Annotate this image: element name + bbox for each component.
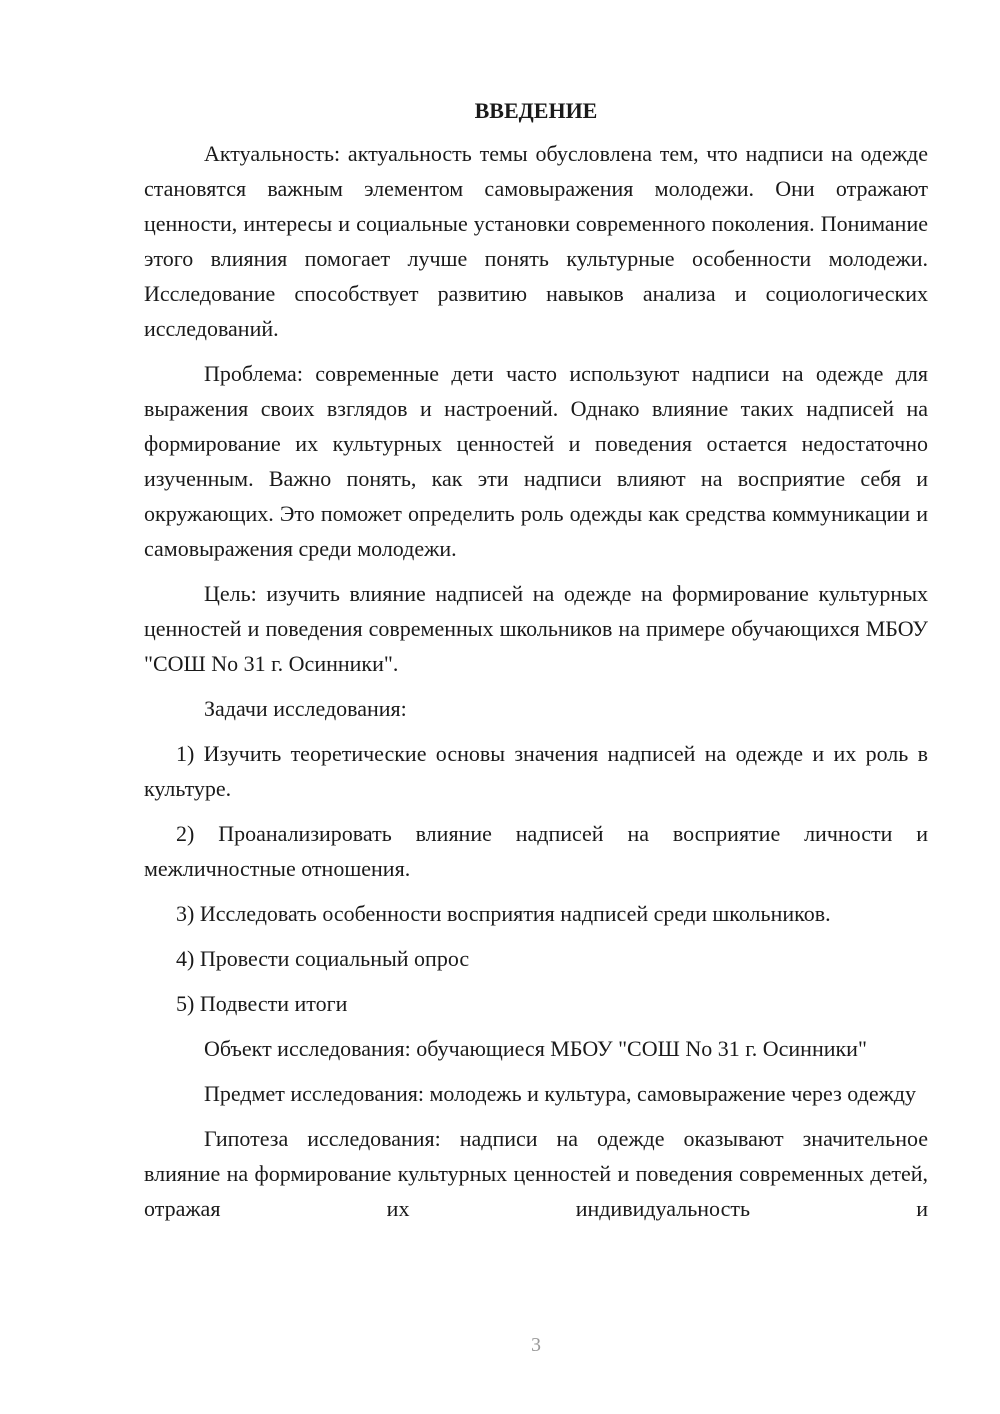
document-page [144, 96, 928, 1236]
hypothesis-paragraph: Гипотеза исследования: надписи на одежде оказывают значительное влияние на формирование культурных ценностей и поведения современных детей, отражая их индивидуальность и [144, 1126, 928, 1221]
relevance-paragraph: Актуальность: актуальность темы обусловлена тем, что надписи на одежде становятся важным элементом самовыражения молодежи. Они отражают ценности, интересы и социальные установки современного поколения. Понимание этого влияния помогает лучше понять культурные особенности молодежи. Исследование способствует развитию навыков анализа и социологических исследований. [144, 141, 928, 341]
task-item-3: 3) Исследовать особенности восприятия надписей среди школьников. [176, 901, 831, 926]
tasks-title: Задачи исследования: [204, 696, 407, 721]
task-item-2: 2) Проанализировать влияние надписей на восприятие личности и межличностные отношения. [144, 821, 928, 881]
task-item-5: 5) Подвести итоги [176, 991, 348, 1016]
task-item-4: 4) Провести социальный опрос [176, 946, 470, 971]
task-item-1: 1) Изучить теоретические основы значения надписей на одежде и их роль в культуре. [144, 741, 928, 801]
object-paragraph: Объект исследования: обучающиеся МБОУ "СОШ No 31 г. Осинники" [204, 1036, 867, 1061]
problem-paragraph: Проблема: современные дети часто используют надписи на одежде для выражения своих взглядов и настроений. Однако влияние таких надписей на формирование их культурных ценностей и поведения остается недостаточно изученным. Важно понять, как эти надписи влияют на восприятие себя и окружающих. Это поможет определить роль одежды как средства коммуникации и самовыражения среди молодежи. [144, 361, 928, 561]
page-number: 3 [531, 1334, 541, 1356]
subject-paragraph: Предмет исследования: молодежь и культура, самовыражение через одежду [204, 1081, 916, 1106]
section-heading: ВВЕДЕНИЕ [474, 98, 598, 123]
goal-paragraph: Цель: изучить влияние надписей на одежде на формирование культурных ценностей и поведения современных школьников на примере обучающихся МБОУ "СОШ No 31 г. Осинники". [144, 581, 928, 676]
